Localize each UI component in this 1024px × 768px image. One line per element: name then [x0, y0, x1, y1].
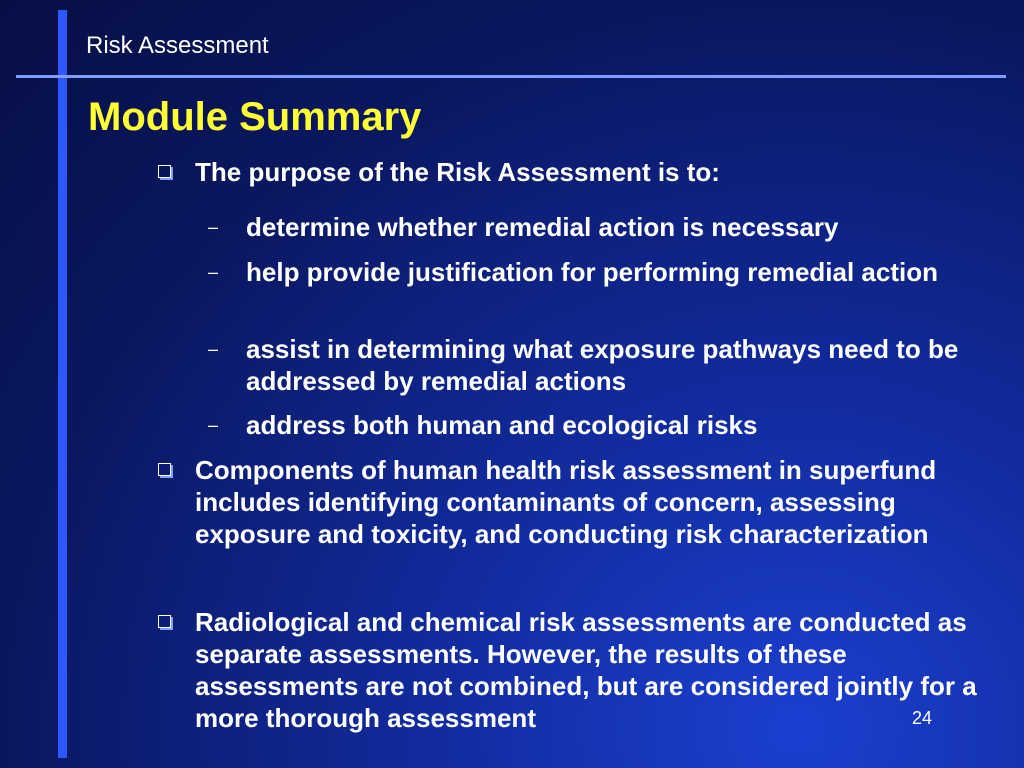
bullet-components [195, 454, 1010, 550]
bullet-text: The purpose of the Risk Assessment is to: [195, 157, 720, 187]
square-bullet-icon [158, 615, 171, 628]
square-bullet-icon [158, 165, 171, 178]
page-number: 24 [912, 708, 933, 728]
accent-vertical-bar [58, 10, 67, 758]
sub-bullet-text: assist in determining what exposure pathways need to be addressed by remedial actions [246, 334, 959, 396]
dash-icon: – [208, 415, 219, 435]
sub-bullet-4 [208, 409, 1006, 441]
section-title: Risk Assessment [86, 32, 269, 59]
bullet-purpose [195, 156, 1010, 188]
dash-icon: – [208, 262, 219, 282]
slide-title: Module Summary [88, 95, 422, 139]
bullet-text: Radiological and chemical risk assessments are conducted as separate assessments. However, the results of these assessments are not combined, but are considered jointly for a more thorough assessment [195, 607, 977, 733]
header-divider [16, 75, 1006, 78]
sub-bullet-text: help provide justification for performing remedial action [246, 257, 938, 287]
sub-bullet-1 [208, 211, 1006, 243]
sub-bullet-3 [208, 333, 1006, 397]
sub-bullet-2 [208, 256, 1006, 288]
bullet-radiological [195, 606, 1010, 734]
square-bullet-icon [158, 463, 171, 476]
sub-bullet-text: address both human and ecological risks [246, 410, 758, 440]
dash-icon: – [208, 217, 219, 237]
sub-bullet-text: determine whether remedial action is necessary [246, 212, 839, 242]
dash-icon: – [208, 339, 219, 359]
bullet-text: Components of human health risk assessment in superfund includes identifying contaminants of concern, assessing exposure and toxicity, and conducting risk characterization [195, 455, 937, 549]
